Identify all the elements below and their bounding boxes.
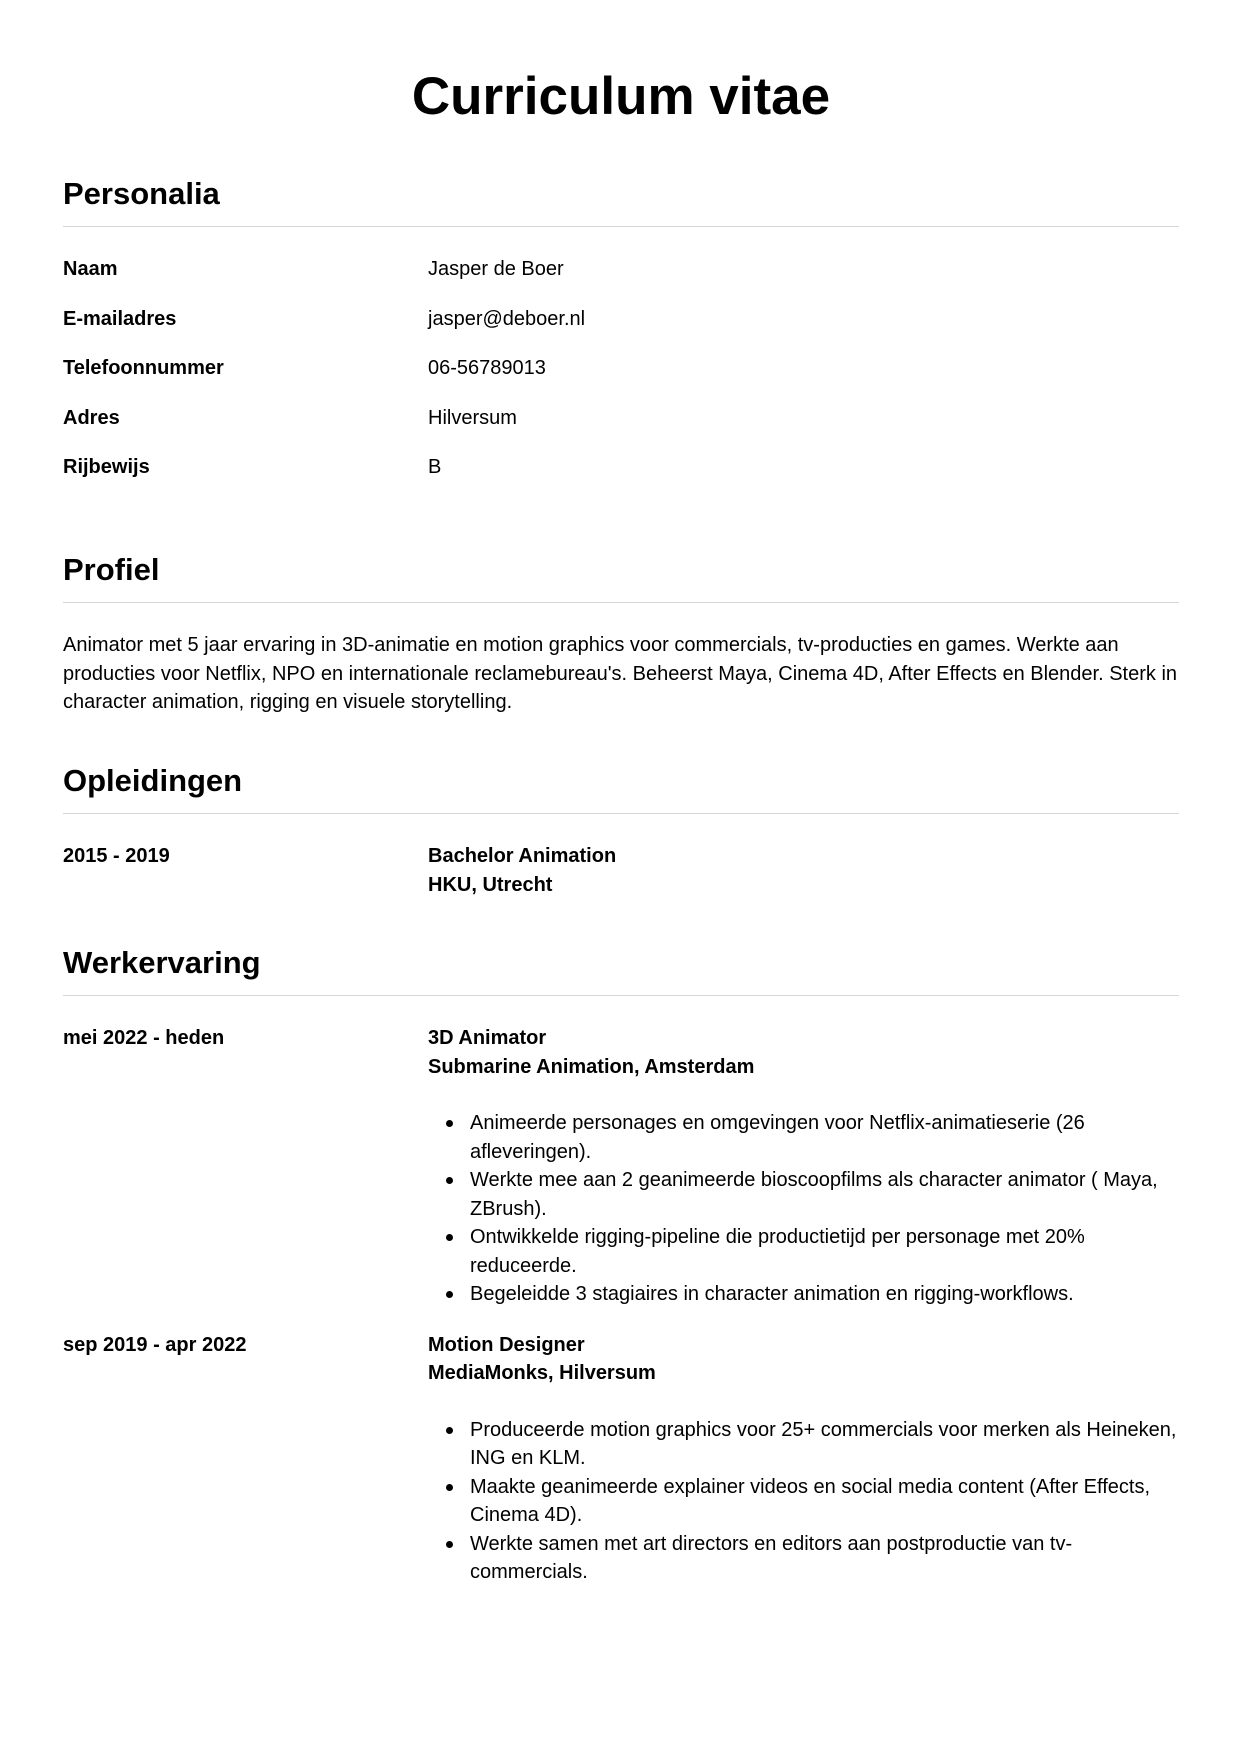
list-item: Werkte mee aan 2 geanimeerde bioscoopfilms als character animator ( Maya, ZBrush).	[470, 1166, 1179, 1223]
field-value: 06-56789013	[428, 357, 546, 379]
list-item: Produceerde motion graphics voor 25+ commercials voor merken als Heineken, ING en KLM.	[470, 1416, 1179, 1473]
entry-body	[428, 842, 1179, 899]
list-item: Werkte samen met art directors en editors aan postproductie van tv-commercials.	[470, 1530, 1179, 1587]
section-profiel	[63, 550, 1179, 717]
personalia-row-rijbewijs	[63, 453, 1179, 503]
section-heading-werkervaring: Werkervaring	[63, 943, 1179, 996]
work-entry	[63, 1331, 1179, 1587]
field-label: Adres	[63, 406, 120, 429]
field-label: E-mailadres	[63, 307, 177, 330]
field-value: B	[428, 456, 442, 478]
list-item: Animeerde personages en omgevingen voor Netflix-animatieserie (26 afleveringen).	[470, 1109, 1179, 1166]
entry-title: Bachelor Animation	[428, 845, 617, 867]
list-item: Ontwikkelde rigging-pipeline die productietijd per personage met 20% reduceerde.	[470, 1223, 1179, 1280]
field-value: jasper@deboer.nl	[428, 307, 586, 330]
entry-body	[428, 1331, 1179, 1587]
field-value: Jasper de Boer	[428, 258, 564, 280]
field-label: Rijbewijs	[63, 456, 150, 478]
entry-bullet-list	[428, 1109, 1179, 1309]
section-heading-profiel: Profiel	[63, 550, 1179, 603]
profile-text: Animator met 5 jaar ervaring in 3D-animatie en motion graphics voor commercials, tv-producties en games. Werkte aan producties voor Netflix, NPO en internationale reclamebureau's. Beheerst Maya, Cinema 4D, After Effects en Blender. Sterk in character animation, rigging en visuele storytelling.	[63, 634, 1178, 713]
entry-organization: Submarine Animation, Amsterdam	[428, 1055, 755, 1078]
entry-period: mei 2022 - heden	[63, 1027, 225, 1049]
entry-title: 3D Animator	[428, 1027, 547, 1049]
entry-period: 2015 - 2019	[63, 845, 170, 867]
work-entry	[63, 1024, 1179, 1309]
entry-organization: MediaMonks, Hilversum	[428, 1362, 656, 1384]
entry-body	[428, 1024, 1179, 1309]
section-personalia	[63, 174, 1179, 503]
section-werkervaring	[63, 943, 1179, 1587]
list-item: Begeleidde 3 stagiaires in character animation en rigging-workflows.	[470, 1280, 1179, 1309]
entry-organization: HKU, Utrecht	[428, 873, 553, 896]
personalia-row-adres	[63, 404, 1179, 454]
section-heading-personalia: Personalia	[63, 174, 1179, 227]
education-entry	[63, 842, 1179, 899]
personalia-row-naam	[63, 255, 1179, 305]
personalia-row-telefoon	[63, 354, 1179, 404]
section-opleidingen	[63, 761, 1179, 899]
entry-title: Motion Designer	[428, 1333, 585, 1356]
document-title: Curriculum vitae	[411, 67, 831, 126]
field-label: Telefoonnummer	[63, 357, 224, 379]
section-heading-opleidingen: Opleidingen	[63, 761, 1179, 814]
field-label: Naam	[63, 258, 118, 280]
list-item: Maakte geanimeerde explainer videos en social media content (After Effects, Cinema 4D).	[470, 1473, 1179, 1530]
personalia-list	[63, 255, 1179, 503]
field-value: Hilversum	[428, 406, 517, 429]
entry-period: sep 2019 - apr 2022	[63, 1333, 247, 1356]
entry-bullet-list	[428, 1416, 1179, 1587]
personalia-row-email	[63, 305, 1179, 355]
